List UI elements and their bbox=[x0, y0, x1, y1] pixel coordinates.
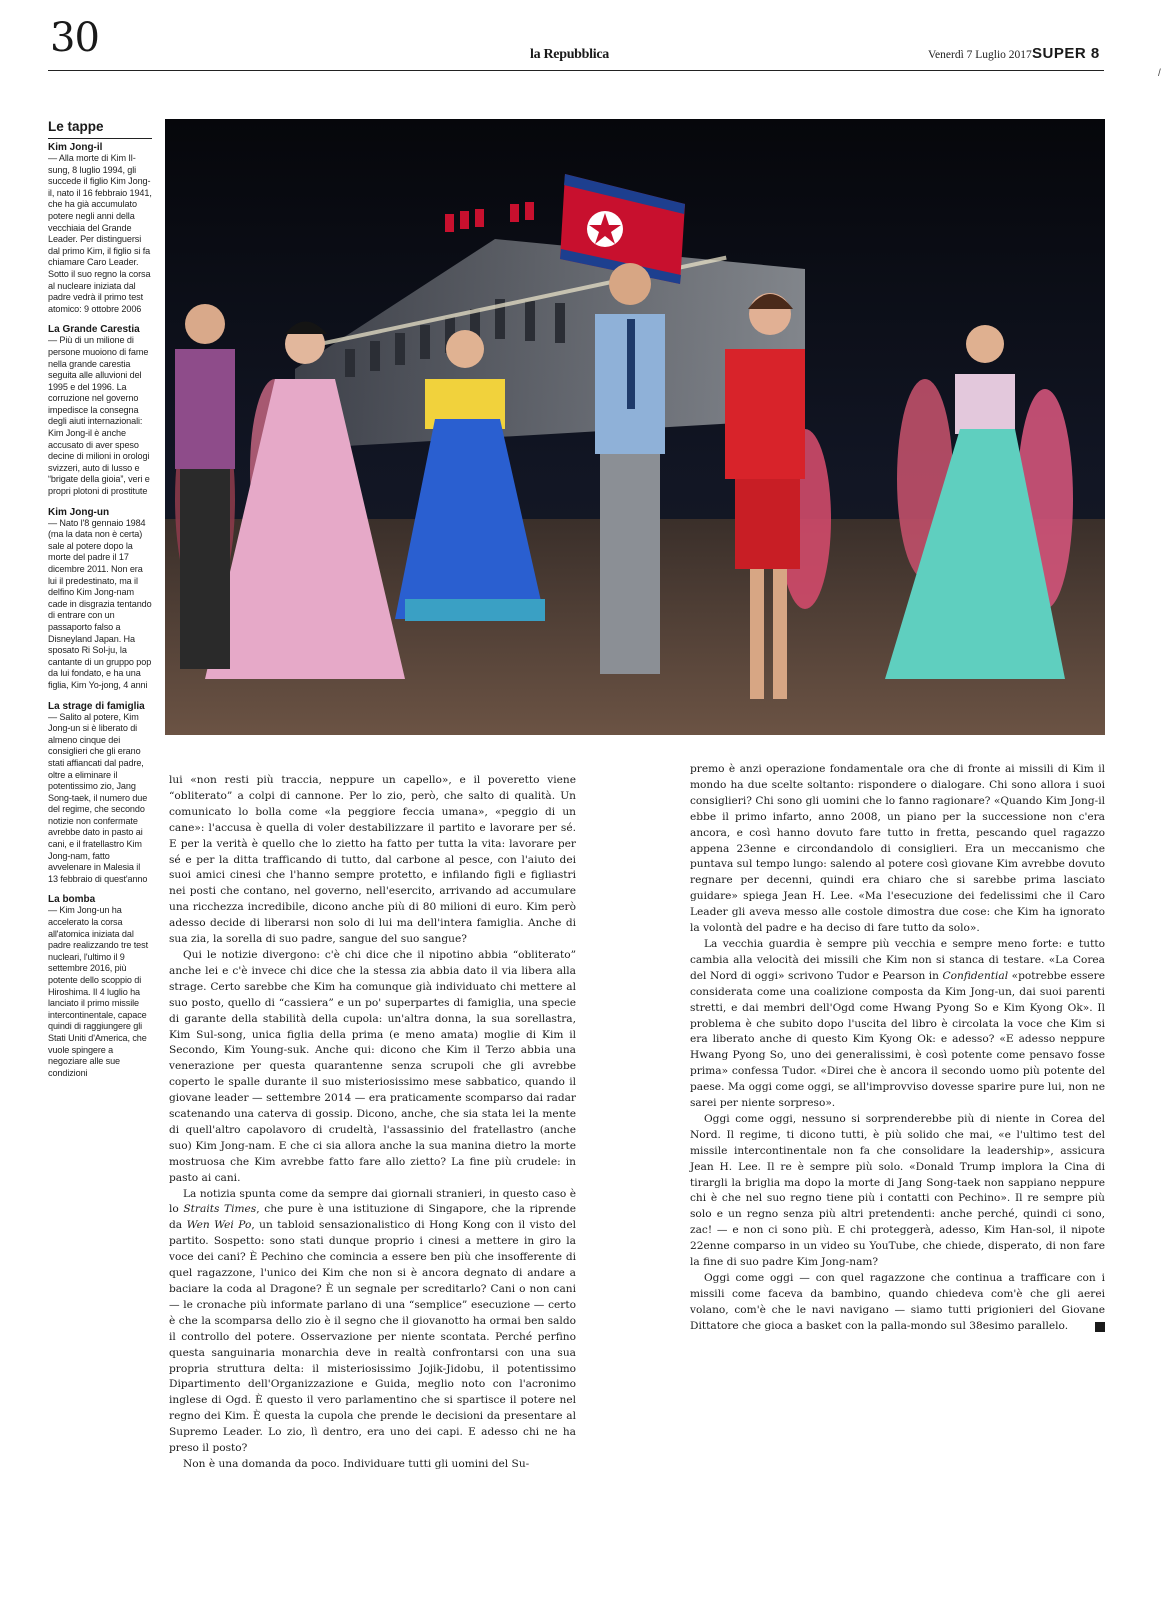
article-column-left bbox=[169, 773, 576, 1473]
sidebar-heading: La bomba bbox=[48, 894, 96, 906]
sidebar-title: Le tappe bbox=[48, 119, 104, 134]
publication-name: Straits Times bbox=[183, 1203, 257, 1216]
article-paragraph: Qui le notizie divergono: c'è chi dice che il nipotino abbia “obliterato” anche lei e c'è invece chi dice che la stessa zia abbia dato il via libera alla strage. Certo sarebbe che Kim ha comunque già individuato chi mettere al suo posto, quello di “cassiera” e un po' superpartes di famiglia, una specie di garante della stabilità della cupola: un'altra donna, la sua sorellastra, Kim Sul-song, unica figlia della prima (e meno amata) moglie di Kim il Secondo, Kim Young-suk. Anche qui: dicono che Kim il Terzo abbia una venerazione per questa quarantenne senza scrupoli che gli avrebbe coperto le spalle durante il suo misteriosissimo mese sabbatico, quando il giovane leader — settembre 2014 — era praticamente scomparso dai radar scatenando una caterva di gossip. Dicono, anche, che sia stata lei la mente di quell'altro capolavoro di crudeltà, l'assassinio del fratellastro (anche suo) Kim Jong-nam. E che ci sia allora anche la sua manina dietro la morte mostruosa che Kim avrebbe fatto fare allo zietto? La fine più crudele: in pasto ai cani. bbox=[169, 948, 576, 1184]
article-paragraph: lui «non resti più traccia, neppure un capello», e il poveretto viene “obliterato” a colpi di cannone. Per lo zio, però, che salto di qualità. Un comunicato lo bolla come «la peggiore feccia umana», «peggio di un cane»: l'accusa è quella di voler destabilizzare il partito e lavorare per sé. E per la verità è quello che lo zietto ha fatto per tutta la vita: lavorare per sé e per la ditta trafficando di tutto, dal carbone al pesce, con l'aiuto dei suoi amici cinesi che l'hanno sempre protetto, e infilando figli e figliastri nei posti che contano, nel governo, nell'esercito, arrivando ad accumulare una ricchezza incredibile, dicono anche più di 80 milioni di euro. Kim però adesso decide di liberarsi non solo di lui ma dell'intera famiglia. Anche di sua zia, la sorella di suo padre, sangue del suo sangue? bbox=[169, 774, 576, 946]
sidebar-heading: La Grande Carestia bbox=[48, 324, 140, 336]
dancer-man-blue-shirt bbox=[595, 263, 665, 674]
page-number: 30 bbox=[50, 15, 99, 61]
sidebar-text: — Salito al potere, Kim Jong-un si è liberato di almeno cinque dei consiglieri che gli erano stati affiancati dal padre, oltre a eliminare il potentissimo zio, Jang Song-taek, il numero due del regime, che secondo notizie non confermate avrebbe dato in pasto ai cani, e il fratellastro Kim Jong-nam, fatto avvelenare in Malesia il 13 febbraio di quest'anno bbox=[48, 711, 148, 884]
publication-name: Wen Wei Po bbox=[186, 1219, 252, 1232]
sidebar-text: — Kim Jong-un ha accelerato la corsa all'atomica iniziata dal padre realizzando tre test nucleari, l'ultimo il 9 settembre 2016, più potente dello scoppio di Hiroshima. Il 4 luglio ha lanciato il primo missile intercontinentale, capace quindi di raggiungere gli Stati Uniti d'America, che vuole spingere a negoziare alle sue condizioni bbox=[48, 905, 149, 1078]
article-paragraph: Oggi come oggi — con quel ragazzone che continua a trafficare con i missili come faceva da bambino, quando chiedeva com'è che gli aerei volano, com'è che le navi navigano — siamo tutti prigionieri del Giovane Dittatore che gioca a basket con la palla-mondo sul 38esimo parallelo. bbox=[690, 1272, 1105, 1332]
newspaper-masthead: la Repubblica bbox=[530, 47, 609, 62]
sidebar-heading: Kim Jong-il bbox=[48, 142, 103, 153]
book-title: Confidential bbox=[942, 969, 1009, 982]
header-rule bbox=[48, 70, 1104, 71]
sidebar-heading: Kim Jong-un bbox=[48, 506, 110, 518]
sidebar-heading: La strage di famiglia bbox=[48, 700, 145, 712]
sidebar-text: — Più di un milione di persone muoiono di fame nella grande carestia seguita alle alluvioni del 1995 e del 1996. La corruzione nel governo impedisce la consegna degli aiuti internazionali: Kim Jong-il è anche accusato di aver speso decine di milioni in orologi svizzeri, auto di lusso e “brigate della gioia”, veri e propri plotoni di prostitute bbox=[48, 335, 150, 497]
dance-photo bbox=[165, 119, 1105, 735]
article-paragraph: Non è una domanda da poco. Individuare tutti gli uomini del Su- bbox=[183, 1457, 530, 1470]
timeline-sidebar bbox=[48, 119, 152, 1079]
sidebar-rule bbox=[48, 138, 152, 139]
photo-illustration bbox=[165, 119, 1105, 735]
article-paragraph: La notizia spunta come da sempre dai giornali stranieri, in questo caso è lo Straits Times, che pure è una istituzione di Singapore, che la riprende da Wen Wei Po, un tabloid sensazionalistico di Hong Kong con il visto del partito. Sospetto: sono stati dunque proprio i cinesi a mettere in giro la voce dei cani? È Pechino che comincia a essere ben più che insofferente di quel ragazzone, l'unico dei Kim che non si è ancora degnato di andare a baciare la coda al Dragone? È un segnale per screditarlo? Cani o non cani — le cronache più informate parlano di una “semplice” esecuzione — certo è che la scomparsa dello zio è il segno che il giovanotto ha ormai ben saldo il controllo del potere. Osservazione per niente scontata. Perché perfino questa sanguinaria monarchia deve in realtà confrontarsi con una sua propria struttura delta: il misteriosissimo Jojik-Jidobu, il potentissimo Dipartimento dell'Organizzazione e Guida, meglio noto con l'acronimo inglese di Ogd. È questo il vero parlamentino che si spartisce il potere nel regno dei Kim. È questa la cupola che prende le decisioni da presentare al Supremo Leader. Lo zio, lì dentro, era uno dei capi. E adesso chi ne ha preso il posto? bbox=[169, 1187, 576, 1455]
article-paragraph: premo è anzi operazione fondamentale ora che di fronte ai missili di Kim il mondo ha due scelte soltanto: rispondere o dialogare. Chi sono allora i suoi consiglieri? Chi sono gli uomini che lo fanno ragionare? «Quando Kim Jong-il ebbe il primo infarto, anno 2008, un piano per la successione non c'era ancora, e così hanno dovuto fare tutto in fretta, pescando quel ragazzo appena 23enne e circondandolo di consiglieri. Era un meccanismo che puntava sul tempo lungo: salendo al potere così giovane Kim avrebbe dovuto regnare per decenni, quindi era chiaro che si sarebbe prima lasciato guidare» spiega Jean H. Lee. «Ma l'esecuzione dei fedelissimi che il Caro Leader gli aveva messo alle costole dimostra due cose: che Kim ha ignorato la volontà del padre e ha deciso di fare tutto da solo». bbox=[690, 763, 1105, 935]
issue-date: Venerdì 7 Luglio 2017 bbox=[928, 49, 1032, 61]
sidebar-text: — Nato l'8 gennaio 1984 (ma la data non è certa) sale al potere dopo la morte del padre il 17 dicembre 2011. Non era lui il predestinato, ma il delfino Kim Jong-nam cade in disgrazia tentando di entrare con un passaporto falso a Disneyland Japan. Ha sposato Ri Sol-ju, la cantante di un gruppo pop da lui fondato, e ha una figlia, Kim Yo-jong, 4 anni bbox=[48, 517, 152, 690]
article-paragraph: La vecchia guardia è sempre più vecchia e sempre meno forte: e tutto cambia alla velocità dei missili che Kim non si stanca di testare. «La Corea del Nord di oggi» scrivono Tudor e Pearson in Confidential «potrebbe essere considerata come una coalizione composta da Kim Jong-un, dai suoi parenti stretti, e dai membri dell'Ogd come Hwang Pyong So e Kim Kyong Ok». Il problema è che subito dopo l'uscita del libro è circolata la voce che Kim si era liberato anche di questo Kim Kyong Ok: e adesso? «E adesso neppure Hwang Pyong So, uno dei generalissimi, è così potente come pensavo fosse prima» confessa Tudor. «Direi che è ancora il secondo uomo più potente del paese. Ma oggi come oggi, se all'improvviso dovesse sparire pure lui, non ne sarei per niente sorpreso». bbox=[690, 937, 1105, 1110]
article-column-right bbox=[690, 762, 1105, 1335]
section-name: SUPER 8 bbox=[1032, 45, 1100, 62]
sidebar-text: — Alla morte di Kim Il-sung, 8 luglio 1994, gli succede il figlio Kim Jong-il, nato il 16 febbraio 1941, che ha già accumulato potere negli anni della vecchiaia del Grande Leader. Per distinguersi dal primo Kim, il figlio si fa chiamare Caro Leader. Sotto il suo regno la corsa al nucleare iniziata dal padre vedrà il primo test atomico: 9 ottobre 2006 bbox=[48, 153, 152, 314]
dancer-man-purple bbox=[175, 304, 235, 669]
corner-mark: / bbox=[1158, 68, 1161, 79]
article-paragraph: Oggi come oggi, nessuno si sorprenderebbe più di niente in Corea del Nord. Il regime, ti dicono tutti, è più solido che mai, «e l'ultimo test del missile intercontinentale non fa che consolidare la leadership», assicura Jean H. Lee. Il re è sempre più solo. «Donald Trump implora la Cina di tirargli la briglia ma dopo la morte di Jang Song-taek non sappiano neppure chi è che nel suo regno tiene più i contatti con Pechino». Il re sempre più solo e un regno senza più altri pretendenti: anche perché, quindi ci sono, zac! — e non ci sono più. E chi proteggerà, adesso, Kim Han-sol, il nipote 22enne comparso in un video su YouTube, che chiede, disperato, di non fare la fine di suo padre Kim Jong-nam? bbox=[690, 1112, 1105, 1269]
end-of-article-mark bbox=[1095, 1322, 1105, 1332]
